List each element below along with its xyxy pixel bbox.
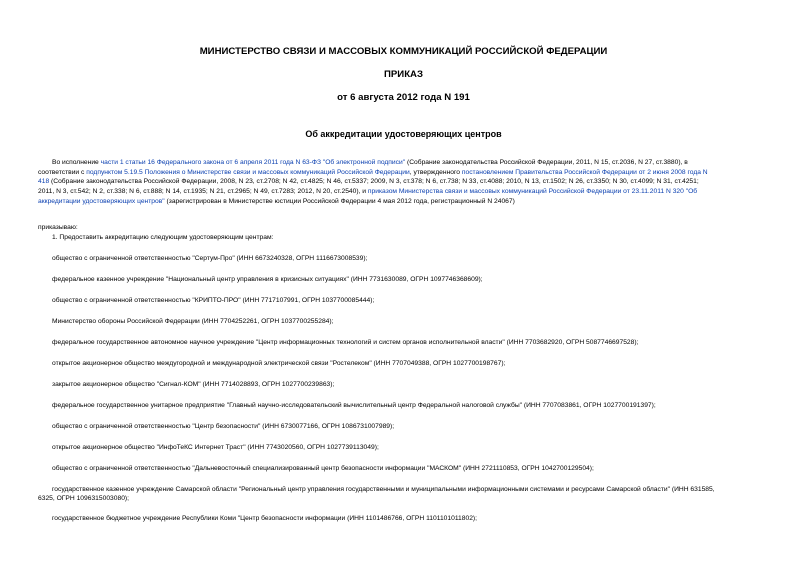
center-item: Министерство обороны Российской Федерации (ИНН 7704252261, ОГРН 1037700255284);: [52, 318, 334, 325]
center-item: федеральное государственное автономное научное учреждение "Центр информационных технологий и систем органов исполнительной власти" (ИНН 7703682920, ОГРН 5087746697528);: [52, 339, 639, 346]
regulation-5-19-5-link[interactable]: подпунктом 5.19.5 Положения о Министерстве связи и массовых коммуникаций Российской Федерации: [86, 168, 410, 176]
government-decree-link-cont[interactable]: 418: [38, 178, 50, 186]
preamble-line: 418 (Собрание законодательства Российской Федерации, 2008, N 23, ст.2708; N 42, ст.4825; N 46, ст.5337; 2009, N 3, ст.378; N 6, ст.738; N 33, ст.4088; 2010, N 13, ст.1502; N 26, ст.3350; N 30, ст.4099; N 31, ст.4251;: [38, 178, 699, 186]
center-item: общество с ограниченной ответственностью "Сертум-Про" (ИНН 6673240328, ОГРН 1116673008539);: [52, 255, 368, 262]
preamble-paragraph: [38, 158, 768, 207]
preamble-line: соответствии с подпунктом 5.19.5 Положения о Министерстве связи и массовых коммуникаций Российской Федерации, утвержденного постановлением Правительства Российской Федерации от 2 июня 2008 года N: [38, 168, 708, 176]
center-item: открытое акционерное общество междугородной и международной электрической связи "Ростелеком" (ИНН 7707049388, ОГРН 1027700198767);: [52, 360, 506, 367]
center-item: общество с ограниченной ответственностью "Центр безопасности" (ИНН 6730077166, ОГРН 1086731007989);: [52, 423, 395, 430]
center-item: федеральное казенное учреждение "Национальный центр управления в кризисных ситуациях" (ИНН 7731630089, ОГРН 1097746368609);: [52, 276, 483, 283]
preamble-line: аккредитации удостоверяющих центров" (зарегистрирован в Министерстве юстиции Российской Федерации 4 мая 2012 года, регистрационный N 24067): [38, 197, 515, 205]
government-decree-link[interactable]: постановлением Правительства Российской Федерации от 2 июня 2008 года N: [461, 168, 708, 176]
order-subject: Об аккредитации удостоверяющих центров: [305, 129, 502, 139]
order-heading: ПРИКАЗ: [384, 69, 423, 80]
law-63-fz-link[interactable]: части 1 статьи 16 Федерального закона от 6 апреля 2011 года N 63-ФЗ "Об электронной подписи": [100, 159, 406, 166]
order-date: от 6 августа 2012 года N 191: [337, 92, 470, 103]
center-item: открытое акционерное общество "ИнфоТеКС Интернет Траст" (ИНН 7743020560, ОГРН 1027739113049);: [52, 444, 379, 451]
preamble-line: 2011, N 3, ст.542; N 2, ст.338; N 6, ст.888; N 14, ст.1935; N 21, ст.2965; N 49, ст.7283; 2012, N 20, ст.2540), и приказом Министерства связи и массовых коммуникаций Российской Федерации от 23.11.2011 N 320 "Об: [38, 188, 698, 196]
center-item: общество с ограниченной ответственностью "Дальневосточный специализированный центр безопасности информации "МАСКОМ" (ИНН 2721110853, ОГРН 1042700129504);: [52, 465, 594, 472]
center-item: закрытое акционерное общество "Сигнал-КОМ" (ИНН 7714028893, ОГРН 1027700239863);: [52, 381, 335, 388]
center-item-komi: государственное бюджетное учреждение Республики Коми "Центр безопасности информации (ИНН 1101486766, ОГРН 1101101011802);: [52, 515, 478, 522]
preamble-line: Во исполнение части 1 статьи 16 Федерального закона от 6 апреля 2011 года N 63-ФЗ "Об электронной подписи" (Собрание законодательства Российской Федерации, 2011, N 15, ст.2036, N 27, ст.3880), в: [52, 159, 688, 166]
center-item-samara-cont: 6325, ОГРН 1096315003080);: [38, 495, 129, 502]
ministry-heading: МИНИСТЕРСТВО СВЯЗИ И МАССОВЫХ КОММУНИКАЦИЙ РОССИЙСКОЙ ФЕДЕРАЦИИ: [199, 46, 608, 57]
item-1: 1. Предоставить аккредитацию следующим удостоверяющим центрам:: [52, 234, 274, 241]
order-320-link-cont[interactable]: аккредитации удостоверяющих центров": [38, 197, 165, 205]
center-item: общество с ограниченной ответственностью "КРИПТО-ПРО" (ИНН 7717107991, ОГРН 1037700085444);: [52, 297, 375, 304]
center-item-samara: государственное казенное учреждение Самарской области "Региональный центр управления государственными и муниципальными информационными системами и ресурсами Самарской области" (ИНН 631585,: [52, 486, 715, 493]
order-word: приказываю:: [38, 224, 78, 231]
center-item: федеральное государственное унитарное предприятие "Главный научно-исследовательский вычислительный центр Федеральной налоговой службы" (ИНН 7707083861, ОГРН 1027700191397);: [52, 402, 656, 409]
order-320-link[interactable]: приказом Министерства связи и массовых коммуникаций Российской Федерации от 23.11.2011 N 320 "Об: [367, 188, 698, 196]
